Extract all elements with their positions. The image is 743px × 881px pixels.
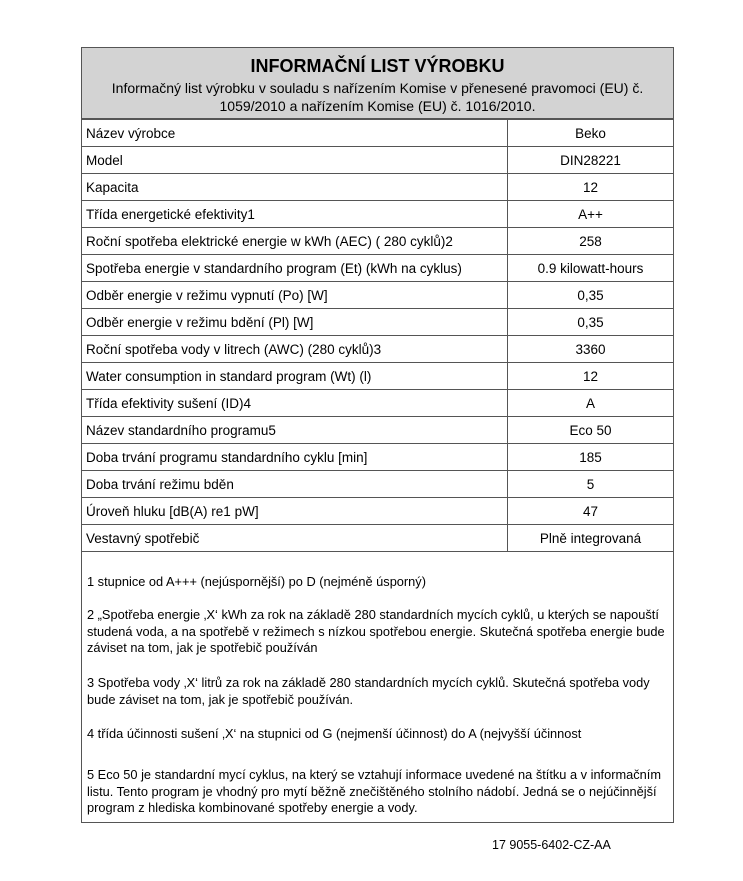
row-value: 0,35: [508, 309, 674, 336]
row-value: 5: [508, 471, 674, 498]
row-value: A: [508, 390, 674, 417]
row-label: Doba trvání režimu bděn: [82, 471, 508, 498]
row-value: 258: [508, 228, 674, 255]
row-value: A++: [508, 201, 674, 228]
table-row: [82, 525, 674, 552]
row-label: Spotřeba energie v standardního program (Et) (kWh na cyklus): [82, 255, 508, 282]
table-row: [82, 417, 674, 444]
row-value: Beko: [508, 120, 674, 147]
table-row: [82, 147, 674, 174]
row-value: 185: [508, 444, 674, 471]
sheet-subtitle: Informačný list výrobku v souladu s nařízením Komise v přenesené pravomoci (EU) č. 1059/2010 a nařízením Komise (EU) č. 1016/2010.: [111, 80, 644, 114]
table-row: [82, 120, 674, 147]
row-value: Eco 50: [508, 417, 674, 444]
row-label: Kapacita: [82, 174, 508, 201]
row-label: Název výrobce: [82, 120, 508, 147]
table-row: [82, 444, 674, 471]
table-row: [82, 282, 674, 309]
table-row: [82, 201, 674, 228]
sheet-title: INFORMAČNÍ LIST VÝROBKU: [250, 56, 505, 76]
row-label: Odběr energie v režimu vypnutí (Po) [W]: [82, 282, 508, 309]
row-label: Model: [82, 147, 508, 174]
table-row: [82, 471, 674, 498]
row-label: Odběr energie v režimu bdění (Pl) [W]: [82, 309, 508, 336]
row-label: Vestavný spotřebič: [82, 525, 508, 552]
footnote-4: 4 třída účinnosti sušení ‚X‘ na stupnici od G (nejmenší účinnost) do A (nejvyšší účinnost: [87, 726, 582, 741]
document-code: 17 9055-6402-CZ-AA: [492, 838, 611, 852]
table-row: [82, 309, 674, 336]
table-row: [82, 336, 674, 363]
row-label: Úroveň hluku [dB(A) re1 pW]: [82, 498, 508, 525]
sheet-header: [81, 47, 674, 119]
footnote-1: 1 stupnice od A+++ (nejúspornější) po D (nejméně úsporný): [87, 574, 426, 589]
footnote-5: 5 Eco 50 je standardní mycí cyklus, na který se vztahují informace uvedené na štítku a v informačním listu. Tento program je vhodný pro mytí běžně znečištěného stolního nádobí. Jedná se o nejúčinnější program z hlediska kombinované spotřeby energie a vody.: [87, 767, 661, 815]
footnote-3: 3 Spotřeba vody ‚X‘ litrů za rok na základě 280 standardních mycích cyklů. Skutečná spotřeba vody bude záviset na tom, jak je spotřebič používán.: [87, 675, 650, 707]
row-value: 0.9 kilowatt-hours: [508, 255, 674, 282]
row-value: 12: [508, 174, 674, 201]
footnotes-box: [81, 552, 674, 823]
row-value: 0,35: [508, 282, 674, 309]
row-label: Water consumption in standard program (Wt) (l): [82, 363, 508, 390]
table-row: [82, 255, 674, 282]
row-label: Roční spotřeba elektrické energie w kWh (AEC) ( 280 cyklů)2: [82, 228, 508, 255]
row-value: DIN28221: [508, 147, 674, 174]
row-label: Doba trvání programu standardního cyklu [min]: [82, 444, 508, 471]
row-value: 3360: [508, 336, 674, 363]
row-value: Plně integrovaná: [508, 525, 674, 552]
table-row: [82, 174, 674, 201]
row-value: 47: [508, 498, 674, 525]
row-label: Roční spotřeba vody v litrech (AWC) (280 cyklů)3: [82, 336, 508, 363]
row-label: Třída energetické efektivity1: [82, 201, 508, 228]
row-value: 12: [508, 363, 674, 390]
product-info-sheet: [81, 47, 674, 823]
table-row: [82, 228, 674, 255]
row-label: Název standardního programu5: [82, 417, 508, 444]
table-row: [82, 363, 674, 390]
footnote-2: 2 „Spotřeba energie ‚X‘ kWh za rok na základě 280 standardních mycích cyklů, u kterých se napouští studená voda, a na spotřebě v režimech s nízkou spotřebou energie. Skutečná spotřeba energie bude záviset na tom, jak je spotřebič používán: [87, 607, 665, 655]
specs-table: [81, 119, 674, 552]
table-row: [82, 390, 674, 417]
row-label: Třída efektivity sušení (ID)4: [82, 390, 508, 417]
table-row: [82, 498, 674, 525]
